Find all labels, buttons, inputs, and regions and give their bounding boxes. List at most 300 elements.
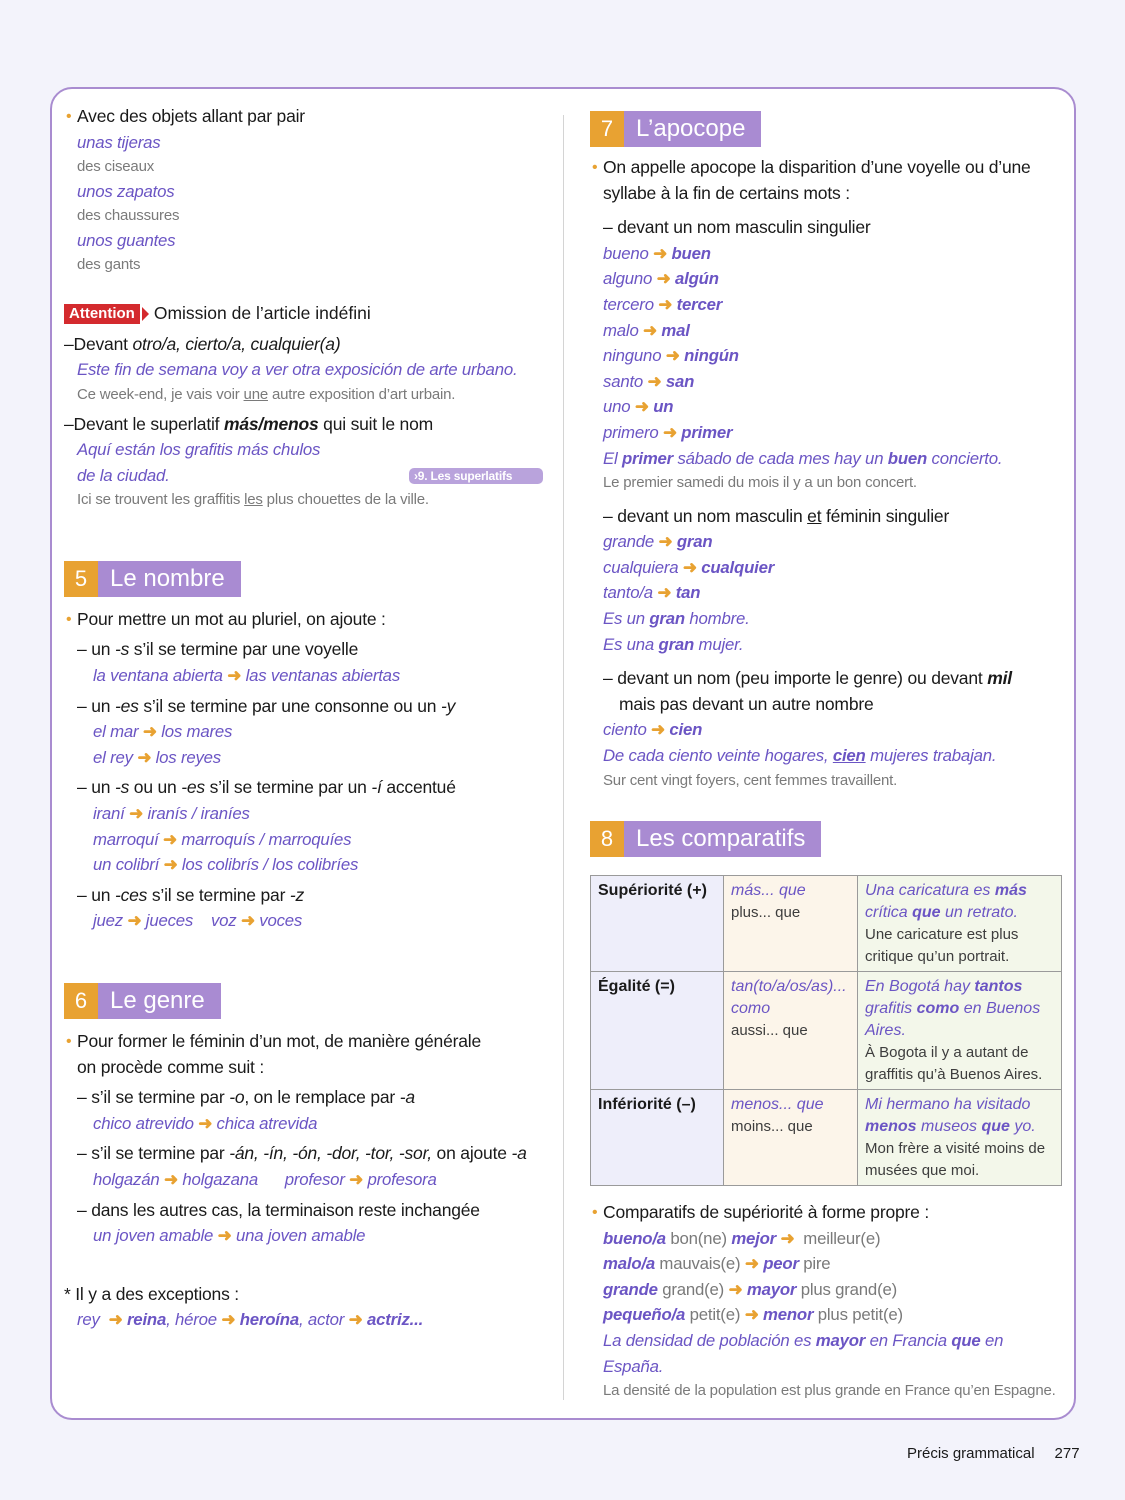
text-segment: holgazán [93,1169,164,1189]
text-segment: Una caricatura es [865,882,995,900]
arrow-right-icon: ➜ [349,1169,364,1189]
text-segment: cualquier [696,557,775,577]
text-segment: otro/a, cierto/a, cualquier(a) [132,333,341,354]
spanish-example [590,266,1070,292]
text-segment: -s [114,777,130,798]
text-segment: el rey [93,747,138,767]
text-segment: uno [603,397,635,417]
bullet-point [590,155,1070,181]
spanish-example [64,179,549,205]
spanish-example [590,292,1070,318]
text-segment: pire [798,1254,831,1274]
text-segment: -s [114,639,130,660]
attention-note [64,301,549,327]
text-segment: hombre. [684,609,750,628]
rule-line [64,1085,549,1111]
text-segment: que [981,1118,1010,1136]
text-segment: que [912,904,941,922]
bullet-point [590,1200,1070,1226]
text-segment: plus chouettes de la ville. [262,491,429,509]
text-segment: un colibrí [93,855,164,875]
bullet-icon: • [66,1032,72,1050]
spanish-example [64,1307,549,1333]
text-segment: iranís / iraníes [142,804,250,823]
text-segment: cien [832,745,866,765]
text-segment: san [661,371,695,391]
text-segment: que [951,1331,981,1351]
arrow-right-icon: ➜ [227,666,242,686]
triangle-right-icon [142,307,149,321]
page-footer [907,1445,1080,1462]
text-segment: on ajoute [431,1143,512,1164]
comparison-form [724,876,858,972]
text-segment: – devant un nom (peu importe le genre) ou devant [603,668,988,689]
text-segment: un joven amable [93,1226,218,1246]
comparison-form [724,972,858,1090]
text-segment: la ventana abierta [93,666,228,686]
text-segment: gran [649,609,685,628]
text-segment: los colibrís / los colibríes [177,855,359,875]
section-title: Le nombre [98,561,241,597]
spanish-example [64,437,549,463]
text-segment: plus petit(e) [813,1305,903,1325]
text-segment: voces [254,911,303,931]
comparatives-table [590,875,1062,1186]
spanish-example [590,1354,1070,1380]
section-number: 7 [590,111,624,147]
attention-text [154,303,371,324]
text-segment: tan [671,583,701,603]
text-segment: mal [656,320,690,340]
text-segment: – un [77,777,115,798]
text-segment: -ces [114,884,148,905]
bullet-icon: • [592,159,598,176]
text-segment: crítica [865,904,913,922]
spanish-example [590,606,1070,632]
arrow-right-icon: ➜ [744,1305,759,1325]
french-translation: Mon frère a visité moins de musées que moi. [865,1140,1046,1180]
arrow-right-icon: ➜ [653,243,668,263]
spanish-example [64,1111,549,1137]
text-segment: on procède comme suit : [77,1056,265,1077]
text-segment: profesora [363,1169,437,1189]
text-segment: holgazana profesor [177,1169,350,1189]
text-segment: en [980,1331,1004,1351]
text-segment: pequeño/a [603,1305,686,1325]
text-segment: menos [865,1118,917,1136]
text-segment: ningún [679,346,739,366]
french-translation [64,253,549,277]
text-segment: algún [670,269,719,289]
text-segment: unos zapatos [77,181,175,201]
text-segment: un retrato. [940,904,1018,922]
spanish-example [590,1328,1070,1354]
text-segment: concierto. [927,448,1003,468]
arrow-right-icon: ➜ [129,804,143,823]
arrow-right-icon: ➜ [634,397,649,417]
text-segment: En Bogotá hay [865,978,975,996]
text-segment: iraní [93,804,130,823]
rule-line [64,883,549,909]
right-column [590,104,1070,1403]
bullet-point [64,1029,549,1055]
spanish-example [64,130,549,156]
text-segment: en Buenos Aires. [865,1000,1041,1040]
text-segment: grande [603,532,659,552]
text-segment: Omission de l’article indéfini [153,303,371,324]
spanish-example [865,976,1055,1042]
text-segment: unos guantes [77,230,176,250]
text-segment: grafitis [865,1000,917,1018]
text-segment: –Devant [64,333,133,354]
text-segment: malo/a [603,1254,655,1274]
spanish-example [590,555,1070,581]
text-segment: actriz... [362,1310,424,1330]
text-segment: qui suit le nom [318,413,433,434]
spanish-example [64,852,549,878]
text-segment: -z [289,884,305,905]
text-segment: alguno [603,269,657,289]
comparison-example [858,1090,1062,1186]
arrow-right-icon: ➜ [656,269,671,289]
text-segment: – un [77,639,115,660]
bullet-icon: • [66,610,72,628]
spanish-example [590,529,1070,555]
left-column [64,104,549,1333]
attention-badge: Attention [64,304,140,324]
text-segment: unas tijeras [77,132,161,152]
text-segment: heroína [235,1310,299,1330]
text-segment: bueno [603,243,654,263]
text-segment: más/menos [224,413,319,434]
text-segment: s’il se termine par un [204,777,372,798]
text-line [590,692,1070,718]
text-segment: mayor [815,1331,866,1351]
french-form: aussi... que [731,1022,808,1040]
arrow-right-icon: ➜ [108,1310,123,1330]
text-segment: – s’il se termine par [77,1143,230,1164]
text-segment: Mi hermano ha visitado [865,1096,1031,1114]
spanish-example [64,908,549,934]
spanish-example [590,369,1070,395]
arrow-right-icon: ➜ [221,1310,236,1330]
arrow-right-icon: ➜ [651,720,665,740]
comparison-example [858,972,1062,1090]
spanish-example [590,420,1070,446]
text-segment: chica atrevida [212,1113,318,1133]
spanish-form: menos... que [731,1096,824,1114]
text-segment: el mar [93,722,143,742]
section-title: L’apocope [624,111,761,147]
rule-line [64,1141,549,1167]
text-segment: cualquiera [603,557,683,577]
french-translation [64,383,549,407]
text-segment: des ciseaux [77,158,155,176]
text-segment: tercero [603,294,659,314]
text-segment: mujeres trabajan. [865,745,997,765]
text-segment: -án, -ín, -ón, -dor, -tor, -sor, [229,1143,432,1164]
text-segment: meilleur(e) [794,1228,881,1248]
text-segment: s’il se termine par une consonne ou un [138,695,441,716]
french-form: plus... que [731,904,801,922]
text-segment: mil [987,668,1012,689]
text-segment: des chaussures [77,207,180,225]
arrow-right-icon: ➜ [665,346,680,366]
comparison-form [724,1090,858,1186]
text-segment: – un [77,884,115,905]
section-header [590,821,1070,857]
text-segment: -a [399,1087,415,1108]
text-segment: primer [676,422,733,442]
section-header [590,111,1070,147]
text-segment: -a [511,1143,527,1164]
comparison-label: Infériorité (–) [591,1090,724,1186]
arrow-right-icon: ➜ [127,911,142,931]
rule-line [590,504,1070,530]
column-divider [563,115,564,1400]
text-segment: La densidad de población es [603,1331,816,1351]
text-segment: Comparatifs de supériorité à forme propre : [603,1202,929,1223]
footer-label: Précis grammatical [907,1445,1035,1462]
text-segment: chico atrevido [93,1113,199,1133]
arrow-right-icon: ➜ [163,829,177,849]
arrow-right-icon: ➜ [142,722,157,742]
text-segment: mauvais(e) [654,1254,745,1274]
bullet-point [64,104,549,130]
text-segment: autre exposition d’art urbain. [267,386,456,404]
bullet-point [64,607,549,633]
spanish-example [590,743,1070,769]
text-segment: Pour mettre un mot au pluriel, on ajoute : [77,608,386,629]
arrow-right-icon: ➜ [647,371,662,391]
comparison-example [858,876,1062,972]
french-translation [590,471,1070,495]
text-segment: accentué [381,777,456,798]
text-segment: Ce week-end, je vais voir [77,386,244,404]
spanish-example [64,1167,549,1193]
spanish-example [64,827,549,853]
arrow-right-icon: ➜ [163,1169,178,1189]
text-segment: La densité de la population est plus grande en France qu’en Espagne. [603,1382,1056,1400]
arrow-right-icon: ➜ [658,532,673,552]
text-segment: de la ciudad. [77,465,170,485]
spanish-example [64,719,549,745]
bullet-icon: • [592,1204,598,1222]
section-header [64,561,549,597]
text-segment: tantos [974,978,1023,996]
text-segment: santo [603,371,648,391]
spanish-example [64,357,549,383]
text-segment: -es [181,777,205,798]
rule-line [64,412,549,438]
section-number: 8 [590,821,624,857]
spanish-example [865,1094,1055,1138]
french-form: moins... que [731,1118,813,1136]
text-segment: los mares [156,722,233,742]
table-row [591,876,1062,972]
text-segment: bueno/a [603,1228,666,1248]
text-segment: s’il se termine par une voyelle [129,639,359,660]
spanish-example [865,880,1055,924]
spanish-example [590,446,1070,472]
text-segment: une [243,386,268,404]
text-segment: les [244,491,263,509]
text-segment: – un [77,695,115,716]
text-segment: – dans les autres cas, la terminaison reste inchangée [77,1199,480,1220]
rule-line [64,332,549,358]
text-segment: las ventanas abiertas [241,666,401,686]
arrow-right-icon: ➜ [744,1254,759,1274]
text-segment: grande [603,1279,658,1299]
rule-line [64,775,549,801]
section-number: 5 [64,561,98,597]
text-segment: gran [658,634,695,654]
table-row [591,972,1062,1090]
text-segment: , actor [298,1310,349,1330]
spanish-example [590,1302,1070,1328]
text-segment: grand(e) [657,1279,729,1299]
spanish-example [64,228,549,254]
arrow-right-icon: ➜ [163,855,178,875]
text-segment: cien [664,720,703,740]
spanish-example [64,463,549,489]
spanish-example [590,632,1070,658]
arrow-right-icon: ➜ [780,1228,795,1248]
text-segment: primero [603,422,663,442]
spanish-example [590,1226,1070,1252]
text-segment: * Il y a des exceptions : [64,1283,239,1304]
text-segment: féminin singulier [821,505,950,526]
comparison-label: Égalité (=) [591,972,724,1090]
text-segment: El [603,448,622,468]
text-segment: una joven amable [231,1226,366,1246]
text-segment: Avec des objets allant par pair [77,106,305,126]
rule-line [64,1198,549,1224]
text-segment: mayor [742,1279,797,1299]
text-segment: buen [887,448,928,468]
arrow-right-icon: ➜ [657,583,672,603]
text-segment: ou un [129,777,182,798]
text-segment: Sur cent vingt foyers, cent femmes travaillent. [603,771,898,789]
spanish-example [590,394,1070,420]
comparison-label: Supériorité (+) [591,876,724,972]
text-segment: menor [758,1305,814,1325]
text-segment: marroquís / marroquíes [176,829,352,849]
text-segment: jueces voz [141,911,241,931]
text-segment: España. [603,1356,664,1376]
text-segment: – devant un nom masculin [603,505,808,526]
section-number: 6 [64,983,98,1019]
spanish-example [64,745,549,771]
text-segment: -y [440,695,456,716]
text-segment: malo [603,320,644,340]
text-segment: rey [77,1310,109,1330]
text-line [590,181,1070,207]
spanish-example [590,343,1070,369]
text-segment: Es una [603,634,659,654]
text-segment: Aquí están los grafitis más chulos [77,440,321,460]
spanish-example [590,717,1070,743]
french-translation [64,488,549,512]
text-segment: et [807,505,822,526]
page-number: 277 [1054,1445,1080,1462]
text-segment: juez [93,911,128,931]
arrow-right-icon: ➜ [728,1279,743,1299]
text-segment: ninguno [603,346,666,366]
arrow-right-icon: ➜ [348,1310,363,1330]
text-segment: primer [621,448,674,468]
text-segment: , on le remplace par [244,1087,400,1108]
text-segment: s’il se termine par [147,884,290,905]
text-segment: tercer [672,294,723,314]
text-segment: ciento [603,720,652,740]
arrow-right-icon: ➜ [643,320,657,340]
text-segment: plus grand(e) [796,1279,897,1299]
text-segment: –Devant le superlatif [64,413,224,434]
spanish-example [590,1251,1070,1277]
arrow-right-icon: ➜ [682,557,697,577]
rule-line [64,694,549,720]
note-line [64,1282,549,1308]
spanish-example [590,318,1070,344]
rule-line [64,637,549,663]
text-segment: sábado de cada mes hay un [673,448,888,468]
text-segment: marroquí [93,829,164,849]
text-segment: -í [371,777,382,798]
spanish-example [64,1223,549,1249]
spanish-example [590,241,1070,267]
spanish-example [590,580,1070,606]
text-segment: – s’il se termine par [77,1087,230,1108]
text-segment: gran [672,532,713,552]
text-segment: Le premier samedi du mois il y a un bon concert. [603,474,917,492]
text-line [64,1055,549,1081]
text-segment: On appelle apocope la disparition d’une voyelle ou d’une [603,157,1031,177]
bullet-icon: • [66,108,72,125]
text-segment: mujer. [694,634,744,654]
text-segment: peor [758,1254,799,1274]
section-header [64,983,549,1019]
section-title: Le genre [98,983,221,1019]
arrow-right-icon: ➜ [217,1226,232,1246]
text-segment: más [994,882,1027,900]
arrow-right-icon: ➜ [198,1113,213,1133]
text-segment: museos [916,1118,982,1136]
text-segment: bon(ne) [665,1228,732,1248]
cross-reference-link[interactable]: ›9. Les superlatifs [409,468,543,484]
text-segment: mejor [731,1228,777,1248]
spanish-example [64,663,549,689]
french-translation [64,155,549,179]
french-translation [590,1379,1070,1403]
spanish-form: tan(to/a/os/as)... como [731,978,847,1018]
spanish-example [64,801,549,827]
section-title: Les comparatifs [624,821,821,857]
text-segment: des gants [77,256,141,274]
text-segment: syllabe à la fin de certains mots : [603,182,850,203]
text-segment: mais pas devant un autre nombre [619,693,874,714]
text-segment: Es un [603,609,650,628]
text-segment: , héroe [166,1310,222,1330]
table-row [591,1090,1062,1186]
arrow-right-icon: ➜ [137,747,152,767]
spanish-form: más... que [731,882,806,900]
text-segment: – devant un nom masculin singulier [603,217,871,238]
text-segment: buen [667,243,711,263]
text-segment: como [916,1000,960,1018]
text-segment: -o [229,1087,245,1108]
arrow-right-icon: ➜ [658,294,673,314]
